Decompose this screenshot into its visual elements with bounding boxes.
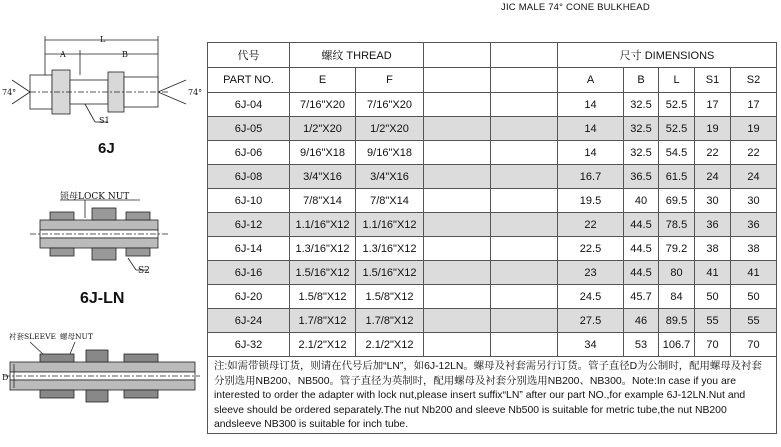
lock-nut-label: 锁母LOCK NUT — [60, 192, 130, 202]
cell-f: 1.5/8"X12 — [356, 285, 424, 309]
figure-label-6j: 6J — [98, 140, 115, 157]
cell-a: 14 — [558, 93, 624, 117]
blank-cell — [491, 165, 558, 189]
cell-l: 54.5 — [659, 141, 695, 165]
cell-e: 7/16"X20 — [290, 93, 356, 117]
cell-a: 14 — [558, 117, 624, 141]
cell-e: 7/8"X14 — [290, 189, 356, 213]
blank-cell — [424, 93, 491, 117]
header-code-cn: 代号 — [208, 43, 290, 68]
cell-b: 44.5 — [624, 213, 659, 237]
table-row — [208, 141, 777, 165]
cell-s1: 41 — [695, 261, 731, 285]
cell-b: 46 — [624, 309, 659, 333]
cell-part: 6J-32 — [208, 333, 290, 357]
table-row — [208, 237, 777, 261]
table-row — [208, 333, 777, 357]
cell-s1: 17 — [695, 93, 731, 117]
blank-cell — [491, 117, 558, 141]
cell-e: 1.3/16"X12 — [290, 237, 356, 261]
order-note: 注:如需带锁母订货，则请在代号后加“LN”，如6J-12LN。螺母及衬套需另行订货。管子直径D为公制时，配用螺母及衬套分别选用NB200、NB500。管子直径为英制时，配用螺母及衬套分别选用NB200、NB300。Note:In case if you are interested to order the adapter with lock nut,please insert suffix“LN” after our part NO.,for example 6J-12LN.Nut and sleeve should be ordered separately.The nut Nb200 and sleeve Nb500 is suitable for metric tube,the nut NB200 andsleeve NB300 is suitable for inch tube. — [208, 357, 777, 434]
cell-f: 1.5/16"X12 — [356, 261, 424, 285]
table-row — [208, 93, 777, 117]
blank-cell — [491, 213, 558, 237]
cell-s2: 17 — [731, 93, 777, 117]
cell-e: 9/16"X18 — [290, 141, 356, 165]
blank-cell — [424, 261, 491, 285]
cell-a: 24.5 — [558, 285, 624, 309]
blank-cell — [424, 117, 491, 141]
blank-cell — [424, 333, 491, 357]
cell-l: 89.5 — [659, 309, 695, 333]
header-col-l: L — [659, 68, 695, 93]
cell-part: 6J-16 — [208, 261, 290, 285]
cell-e: 3/4"X16 — [290, 165, 356, 189]
angle-right-label: 74° — [188, 88, 203, 97]
cell-l: 61.5 — [659, 165, 695, 189]
table-row — [208, 189, 777, 213]
angle-left-label: 74° — [2, 88, 17, 97]
page-title: JIC MALE 74° CONE BULKHEAD — [501, 2, 650, 13]
cell-part: 6J-12 — [208, 213, 290, 237]
blank-cell — [491, 189, 558, 213]
cell-s2: 38 — [731, 237, 777, 261]
cell-a: 22 — [558, 213, 624, 237]
cell-s1: 70 — [695, 333, 731, 357]
cell-l: 106.7 — [659, 333, 695, 357]
cell-s2: 19 — [731, 117, 777, 141]
blank-cell — [424, 285, 491, 309]
cell-s2: 24 — [731, 165, 777, 189]
cell-f: 7/16"X20 — [356, 93, 424, 117]
blank-cell — [424, 189, 491, 213]
cell-s1: 50 — [695, 285, 731, 309]
cell-f: 3/4"X16 — [356, 165, 424, 189]
cell-b: 32.5 — [624, 141, 659, 165]
blank-cell — [491, 141, 558, 165]
cell-s2: 22 — [731, 141, 777, 165]
cell-s1: 55 — [695, 309, 731, 333]
header-col-s2: S2 — [731, 68, 777, 93]
header-dimensions: 尺寸 DIMENSIONS — [558, 43, 777, 68]
cell-s1: 36 — [695, 213, 731, 237]
cell-b: 36.5 — [624, 165, 659, 189]
cell-s1: 38 — [695, 237, 731, 261]
d-label: D — [2, 373, 9, 382]
cell-b: 44.5 — [624, 237, 659, 261]
header-col-b: B — [624, 68, 659, 93]
cell-s2: 30 — [731, 189, 777, 213]
cell-part: 6J-20 — [208, 285, 290, 309]
cell-e: 1.1/16"X12 — [290, 213, 356, 237]
cell-b: 45.7 — [624, 285, 659, 309]
cell-s2: 36 — [731, 213, 777, 237]
cell-b: 44.5 — [624, 261, 659, 285]
blank-cell — [491, 261, 558, 285]
cell-part: 6J-08 — [208, 165, 290, 189]
header-blank — [424, 43, 491, 68]
cell-part: 6J-10 — [208, 189, 290, 213]
cell-e: 1.5/16"X12 — [290, 261, 356, 285]
dim-l-label: L — [100, 35, 106, 44]
cell-part: 6J-14 — [208, 237, 290, 261]
table-row — [208, 309, 777, 333]
cell-f: 7/8"X14 — [356, 189, 424, 213]
drawings-panel — [0, 0, 205, 447]
cell-a: 14 — [558, 141, 624, 165]
dim-b-label: B — [122, 50, 128, 59]
table-row — [208, 213, 777, 237]
cell-f: 1.1/16"X12 — [356, 213, 424, 237]
cell-f: 9/16"X18 — [356, 141, 424, 165]
cell-part: 6J-06 — [208, 141, 290, 165]
cell-e: 2.1/2"X12 — [290, 333, 356, 357]
cell-s1: 30 — [695, 189, 731, 213]
cell-f: 2.1/2"X12 — [356, 333, 424, 357]
header-thread: 螺纹 THREAD — [290, 43, 424, 68]
cell-s2: 41 — [731, 261, 777, 285]
s1-label: S1 — [99, 116, 110, 125]
cell-f: 1.7/8"X12 — [356, 309, 424, 333]
s2-label: S2 — [138, 266, 150, 276]
dim-a-label: A — [60, 50, 66, 59]
cell-part: 6J-04 — [208, 93, 290, 117]
bulkhead-drawing-6j-ln — [0, 198, 205, 278]
cell-b: 32.5 — [624, 117, 659, 141]
table-row — [208, 285, 777, 309]
header-blank — [491, 43, 558, 68]
header-col-a: A — [558, 68, 624, 93]
cell-b: 32.5 — [624, 93, 659, 117]
cell-e: 1/2"X20 — [290, 117, 356, 141]
cell-l: 78.5 — [659, 213, 695, 237]
blank-cell — [424, 141, 491, 165]
blank-cell — [424, 309, 491, 333]
cell-s2: 50 — [731, 285, 777, 309]
cell-e: 1.5/8"X12 — [290, 285, 356, 309]
figure-label-6j-ln: 6J-LN — [80, 290, 125, 307]
header-blank — [491, 68, 558, 93]
header-col-s1: S1 — [695, 68, 731, 93]
blank-cell — [491, 93, 558, 117]
header-blank — [424, 68, 491, 93]
table-row — [208, 117, 777, 141]
table-row — [208, 261, 777, 285]
blank-cell — [491, 309, 558, 333]
cell-s1: 19 — [695, 117, 731, 141]
cell-s2: 55 — [731, 309, 777, 333]
cell-l: 79.2 — [659, 237, 695, 261]
blank-cell — [424, 165, 491, 189]
blank-cell — [424, 213, 491, 237]
cell-part: 6J-05 — [208, 117, 290, 141]
header-col-f: F — [356, 68, 424, 93]
table-row — [208, 165, 777, 189]
cell-a: 27.5 — [558, 309, 624, 333]
cell-b: 40 — [624, 189, 659, 213]
cell-a: 34 — [558, 333, 624, 357]
cell-l: 80 — [659, 261, 695, 285]
cell-l: 69.5 — [659, 189, 695, 213]
bulkhead-assembly-drawing — [0, 340, 205, 415]
cell-a: 22.5 — [558, 237, 624, 261]
cell-b: 53 — [624, 333, 659, 357]
cell-a: 23 — [558, 261, 624, 285]
cell-part: 6J-24 — [208, 309, 290, 333]
blank-cell — [424, 237, 491, 261]
header-code-en: PART NO. — [208, 68, 290, 93]
sleeve-label: 衬套SLEEVE — [9, 332, 56, 341]
cell-s2: 70 — [731, 333, 777, 357]
cell-f: 1/2"X20 — [356, 117, 424, 141]
cell-l: 52.5 — [659, 93, 695, 117]
cell-a: 19.5 — [558, 189, 624, 213]
cell-s1: 24 — [695, 165, 731, 189]
cell-l: 84 — [659, 285, 695, 309]
cell-f: 1.3/16"X12 — [356, 237, 424, 261]
blank-cell — [491, 285, 558, 309]
cell-a: 16.7 — [558, 165, 624, 189]
blank-cell — [491, 333, 558, 357]
blank-cell — [491, 237, 558, 261]
nut-label: 螺母NUT — [60, 332, 93, 341]
cell-e: 1.7/8"X12 — [290, 309, 356, 333]
specification-table — [207, 42, 777, 434]
cell-l: 52.5 — [659, 117, 695, 141]
header-col-e: E — [290, 68, 356, 93]
cell-s1: 22 — [695, 141, 731, 165]
